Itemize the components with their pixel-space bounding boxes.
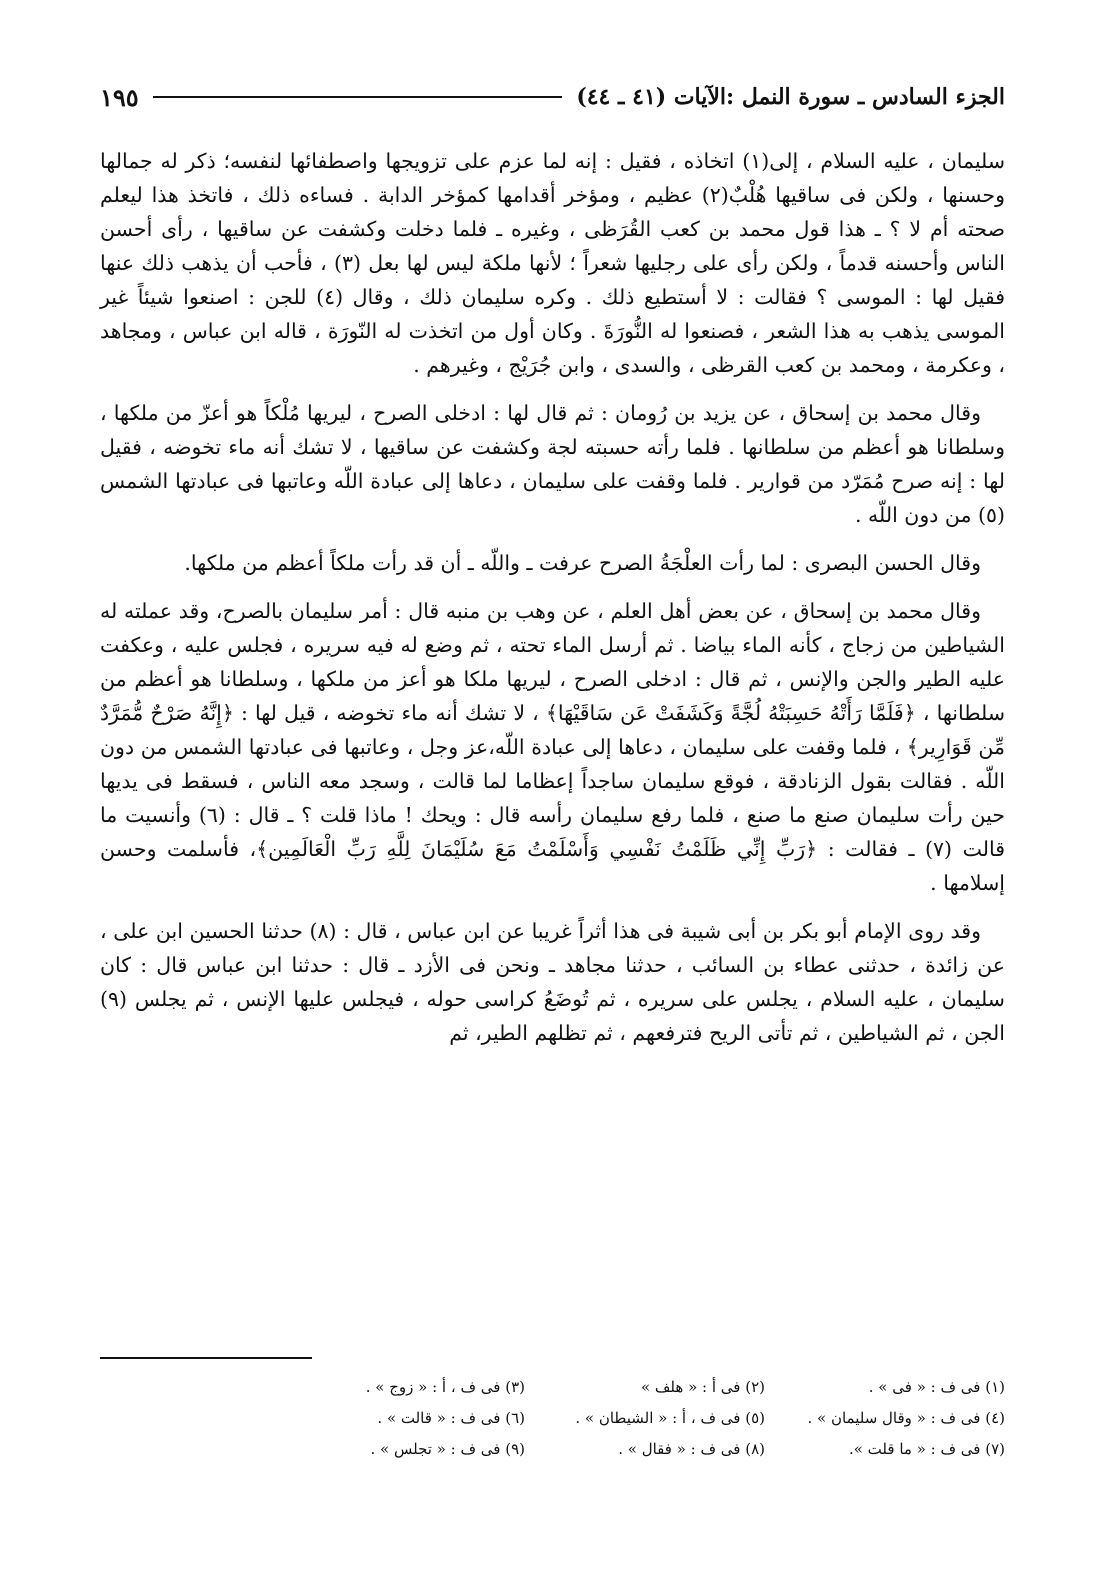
footnote: (٥) فى ف ، أ : « الشيطان » . bbox=[575, 1409, 765, 1427]
footnote: (١) فى ف : « فى » . bbox=[868, 1378, 1005, 1396]
footnote: (٩) فى ف : « تجلس » . bbox=[370, 1440, 525, 1458]
header-rule bbox=[153, 96, 563, 98]
paragraph: وقال الحسن البصرى : لما رأت العلْجَةُ الصرح عرفت ـ واللّه ـ أن قد رأت ملكاً أعظم من ملكها. bbox=[184, 551, 981, 575]
page-number: ١٩٥ bbox=[100, 82, 139, 112]
footnote: (٤) فى ف : « وقال سليمان » . bbox=[807, 1409, 1005, 1427]
footnote-rule bbox=[100, 1357, 312, 1359]
paragraph: وقال محمد بن إسحاق ، عن يزيد بن رُومان : ثم قال لها : ادخلى الصرح ، ليريها مُلْكاً هو أعزّ من ملكها ، وسلطانا هو أعظم من سلطانها . فلما رأته حسبته لجة وكشفت عن ساقيها ، لا تشك أنه ماء تخوضه ، فقيل لها : إنه صرح مُمَرّد من قوارير . فلما وقفت على سليمان ، دعاها إلى عبادة اللّه وعاتبها فى عبادتها الشمس (٥) من دون اللّه . bbox=[100, 401, 1005, 527]
page bbox=[100, 78, 1005, 1064]
header-title: الجزء السادس ـ سورة النمل :الآيات (٤١ ـ ٤٤) bbox=[576, 84, 1005, 110]
paragraph: سليمان ، عليه السلام ، إلى(١) اتخاذه ، فقيل : إنه لما عزم على تزويجها واصطفائها لنفسه؛ ذكر له جمالها وحسنها ، ولكن فى ساقيها هُلْبٌ(٢) عظيم ، ومؤخر أقدامها كمؤخر الدابة . فساءه ذلك ، فاتخذ هذا ليعلم صحته أم لا ؟ ـ هذا قول محمد بن كعب القُرَظى ، وغيره ـ فلما دخلت وكشفت عن ساقيها ، رأى أحسن الناس وأحسنه قدماً ، ولكن رأى على رجليها شعراً ؛ لأنها ملكة ليس لها بعل (٣) ، فأحب أن يذهب ذلك عنها فقيل لها : الموسى ؟ فقالت : لا أستطيع ذلك . وكره سليمان ذلك ، وقال (٤) للجن : اصنعوا شيئاً غير الموسى يذهب به هذا الشعر ، فصنعوا له النُّورَةَ . وكان أول من اتخذت له النّورَة ، قاله ابن عباس ، ومجاهد ، وعكرمة ، ومحمد بن كعب القرظى ، والسدى ، وابن جُرَيْج ، وغيرهم . bbox=[100, 149, 1006, 377]
footnote: (٨) فى ف : « فقال » . bbox=[618, 1440, 765, 1458]
body-text bbox=[100, 144, 1005, 1050]
paragraph: وقد روى الإمام أبو بكر بن أبى شيبة فى هذا أثراً غريبا عن ابن عباس ، قال : (٨) حدثنا الحسين ابن على ، عن زائدة ، حدثنى عطاء بن السائب ، حدثنا مجاهد ـ ونحن فى الأزد ـ قال : حدثنا ابن عباس قال : كان سليمان ، عليه السلام ، يجلس على سريره ، ثم تُوضَعُ كراسى حوله ، فيجلس عليها الإنس ، ثم يجلس (٩) الجن ، ثم الشياطين ، ثم تأتى الريح فترفعهم ، ثم تظلهم الطير، ثم bbox=[100, 919, 1005, 1045]
footnotes bbox=[100, 1372, 1005, 1465]
footnote-row bbox=[100, 1434, 1005, 1465]
footnote: (٦) فى ف : « قالت » . bbox=[377, 1409, 525, 1427]
footnote: (٧) فى ف : « ما قلت ». bbox=[848, 1440, 1005, 1458]
footnote-row bbox=[100, 1372, 1005, 1403]
paragraph: وقال محمد بن إسحاق ، عن بعض أهل العلم ، عن وهب بن منبه قال : أمر سليمان بالصرح، وقد عملته له الشياطين من زجاج ، كأنه الماء بياضا . ثم أرسل الماء تحته ، ثم وضع له فيه سريره ، فجلس عليه ، وعكفت عليه الطير والجن والإنس ، ثم قال : ادخلى الصرح ، ليريها ملكا هو أعز من ملكها ، وسلطانا هو أعظم من سلطانها ، ﴿فَلَمَّا رَأَتْهُ حَسِبَتْهُ لُجَّةً وَكَشَفَتْ عَن سَاقَيْهَا﴾ ، لا تشك أنه ماء تخوضه ، قيل لها : ﴿إِنَّهُ صَرْحٌ مُّمَرَّدٌ مِّن قَوَارِير﴾ ، فلما وقفت على سليمان ، دعاها إلى عبادة اللّه،عز وجل ، وعاتبها فى عبادتها الشمس من دون اللّه . فقالت بقول الزنادقة ، فوقع سليمان ساجداً إعظاما لما قالت ، وسجد معه الناس ، فسقط فى يديها حين رأت سليمان صنع ما صنع ، فلما رفع سليمان رأسه قال : ويحك ! ماذا قلت ؟ ـ قال : (٦) وأنسيت ما قالت (٧) ـ فقالت : ﴿رَبِّ إِنِّي ظَلَمْتُ نَفْسِي وَأَسْلَمْتُ مَعَ سُلَيْمَانَ لِلَّهِ رَبِّ الْعَالَمِين﴾، فأسلمت وحسن إسلامها . bbox=[100, 599, 1006, 895]
footnote-row bbox=[100, 1403, 1005, 1434]
footnote: (٣) فى ف ، أ : « زوج » . bbox=[365, 1378, 525, 1396]
footnote: (٢) فى أ : « هلف » bbox=[640, 1378, 765, 1396]
running-header bbox=[100, 78, 1005, 116]
